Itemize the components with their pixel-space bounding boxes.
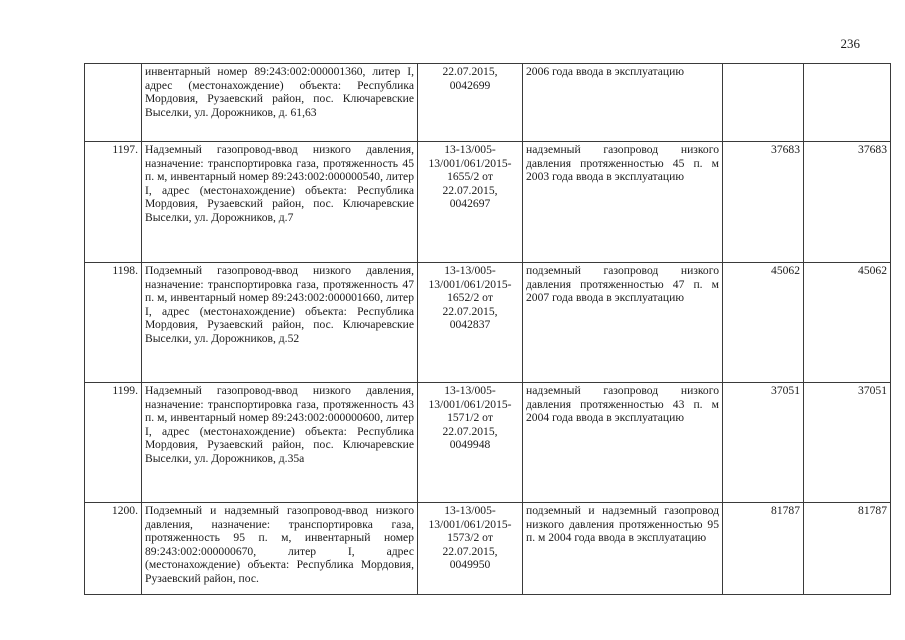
value-cell-1: 37683 [723, 142, 804, 263]
registration-line: 22.07.2015, [442, 183, 498, 197]
value-cell-1 [723, 64, 804, 142]
object-description-cell: инвентарный номер 89:243:002:000001360, литер I, адрес (местонахождение) объекта: Республика Мордовия, Рузаевский район, пос. Ключаревские Выселки, ул. Дорожников, д. 61,63 [142, 64, 418, 142]
registration-line: 13-13/005- [444, 504, 496, 517]
object-description-cell: Подземный и надземный газопровод-ввод низкого давления, назначение: транспортировка газа, протяженность 95 п. м, инвентарный номер 89:243:002:000000670, литер I, адрес (местонахождение) объекта: Республика Мордовия, Рузаевский район, пос. [142, 503, 418, 595]
row-number-cell: 1199. [85, 383, 142, 503]
table-row [85, 263, 891, 383]
registration-line: 22.07.2015, [442, 424, 498, 438]
registration-line: 13/001/061/2015- [428, 517, 512, 531]
property-registry-table [84, 63, 891, 595]
registration-line: 13-13/005- [444, 143, 496, 156]
registry-body [85, 64, 891, 595]
characteristics-cell: 2006 года ввода в эксплуатацию [523, 64, 723, 142]
registration-line: 0042837 [449, 318, 491, 332]
table-row [85, 142, 891, 263]
registration-line: 13-13/005- [444, 264, 496, 277]
registration-line: 1652/2 от [447, 291, 493, 305]
registration-line: 13/001/061/2015- [428, 277, 512, 291]
table-row [85, 383, 891, 503]
registration-record-cell [418, 142, 523, 263]
object-description-cell: Надземный газопровод-ввод низкого давления, назначение: транспортировка газа, протяженность 43 п. м, инвентарный номер 89:243:002:000000600, литер I, адрес (местонахождение) объекта: Республика Мордовия, Рузаевский район, пос. Ключаревские Выселки, ул. Дорожников, д.35а [142, 383, 418, 503]
value-cell-2: 45062 [804, 263, 891, 383]
registration-line: 0042697 [449, 197, 491, 211]
row-number-cell: 1197. [85, 142, 142, 263]
registration-line: 22.07.2015, [442, 304, 498, 318]
registration-line: 0042699 [449, 78, 491, 92]
registration-record-cell [418, 383, 523, 503]
registration-line: 0049950 [449, 558, 491, 572]
object-description-cell: Надземный газопровод-ввод низкого давления, назначение: транспортировка газа, протяженность 45 п. м, инвентарный номер 89:243:002:000000540, литер I, адрес (местонахождение) объекта: Республика Мордовия, Рузаевский район, пос. Ключаревские Выселки, ул. Дорожников, д.7 [142, 142, 418, 263]
table-row [85, 64, 891, 142]
characteristics-cell: подземный и надземный газопровод низкого давления протяженностью 95 п. м 2004 года ввода в эксплуатацию [523, 503, 723, 595]
row-number-cell: 1200. [85, 503, 142, 595]
registration-line: 13/001/061/2015- [428, 156, 512, 170]
registration-line: 13/001/061/2015- [428, 397, 512, 411]
registration-line: 22.07.2015, [442, 65, 498, 78]
value-cell-2: 37051 [804, 383, 891, 503]
table-row [85, 503, 891, 595]
registration-line: 1573/2 от [447, 531, 493, 545]
row-number-cell: 1198. [85, 263, 142, 383]
value-cell-2: 81787 [804, 503, 891, 595]
registration-record-cell [418, 503, 523, 595]
value-cell-1: 81787 [723, 503, 804, 595]
value-cell-2: 37683 [804, 142, 891, 263]
value-cell-1: 45062 [723, 263, 804, 383]
row-number-cell [85, 64, 142, 142]
characteristics-cell: надземный газопровод низкого давления протяженностью 45 п. м 2003 года ввода в эксплуатацию [523, 142, 723, 263]
registration-record-cell [418, 263, 523, 383]
registration-line: 22.07.2015, [442, 544, 498, 558]
registration-line: 1571/2 от [447, 411, 493, 425]
characteristics-cell: надземный газопровод низкого давления протяженностью 43 п. м 2004 года ввода в эксплуатацию [523, 383, 723, 503]
characteristics-cell: подземный газопровод низкого давления протяженностью 47 п. м 2007 года ввода в эксплуатацию [523, 263, 723, 383]
registration-line: 1655/2 от [447, 170, 493, 184]
registration-line: 13-13/005- [444, 384, 496, 397]
registration-line: 0049948 [449, 438, 491, 452]
object-description-cell: Подземный газопровод-ввод низкого давления, назначение: транспортировка газа, протяженность 47 п. м, инвентарный номер 89:243:002:000001660, литер I, адрес (местонахождение) объекта: Республика Мордовия, Рузаевский район, пос. Ключаревские Выселки, ул. Дорожников, д.52 [142, 263, 418, 383]
registration-record-cell [418, 64, 523, 142]
page-number: 236 [840, 36, 860, 51]
value-cell-2 [804, 64, 891, 142]
value-cell-1: 37051 [723, 383, 804, 503]
